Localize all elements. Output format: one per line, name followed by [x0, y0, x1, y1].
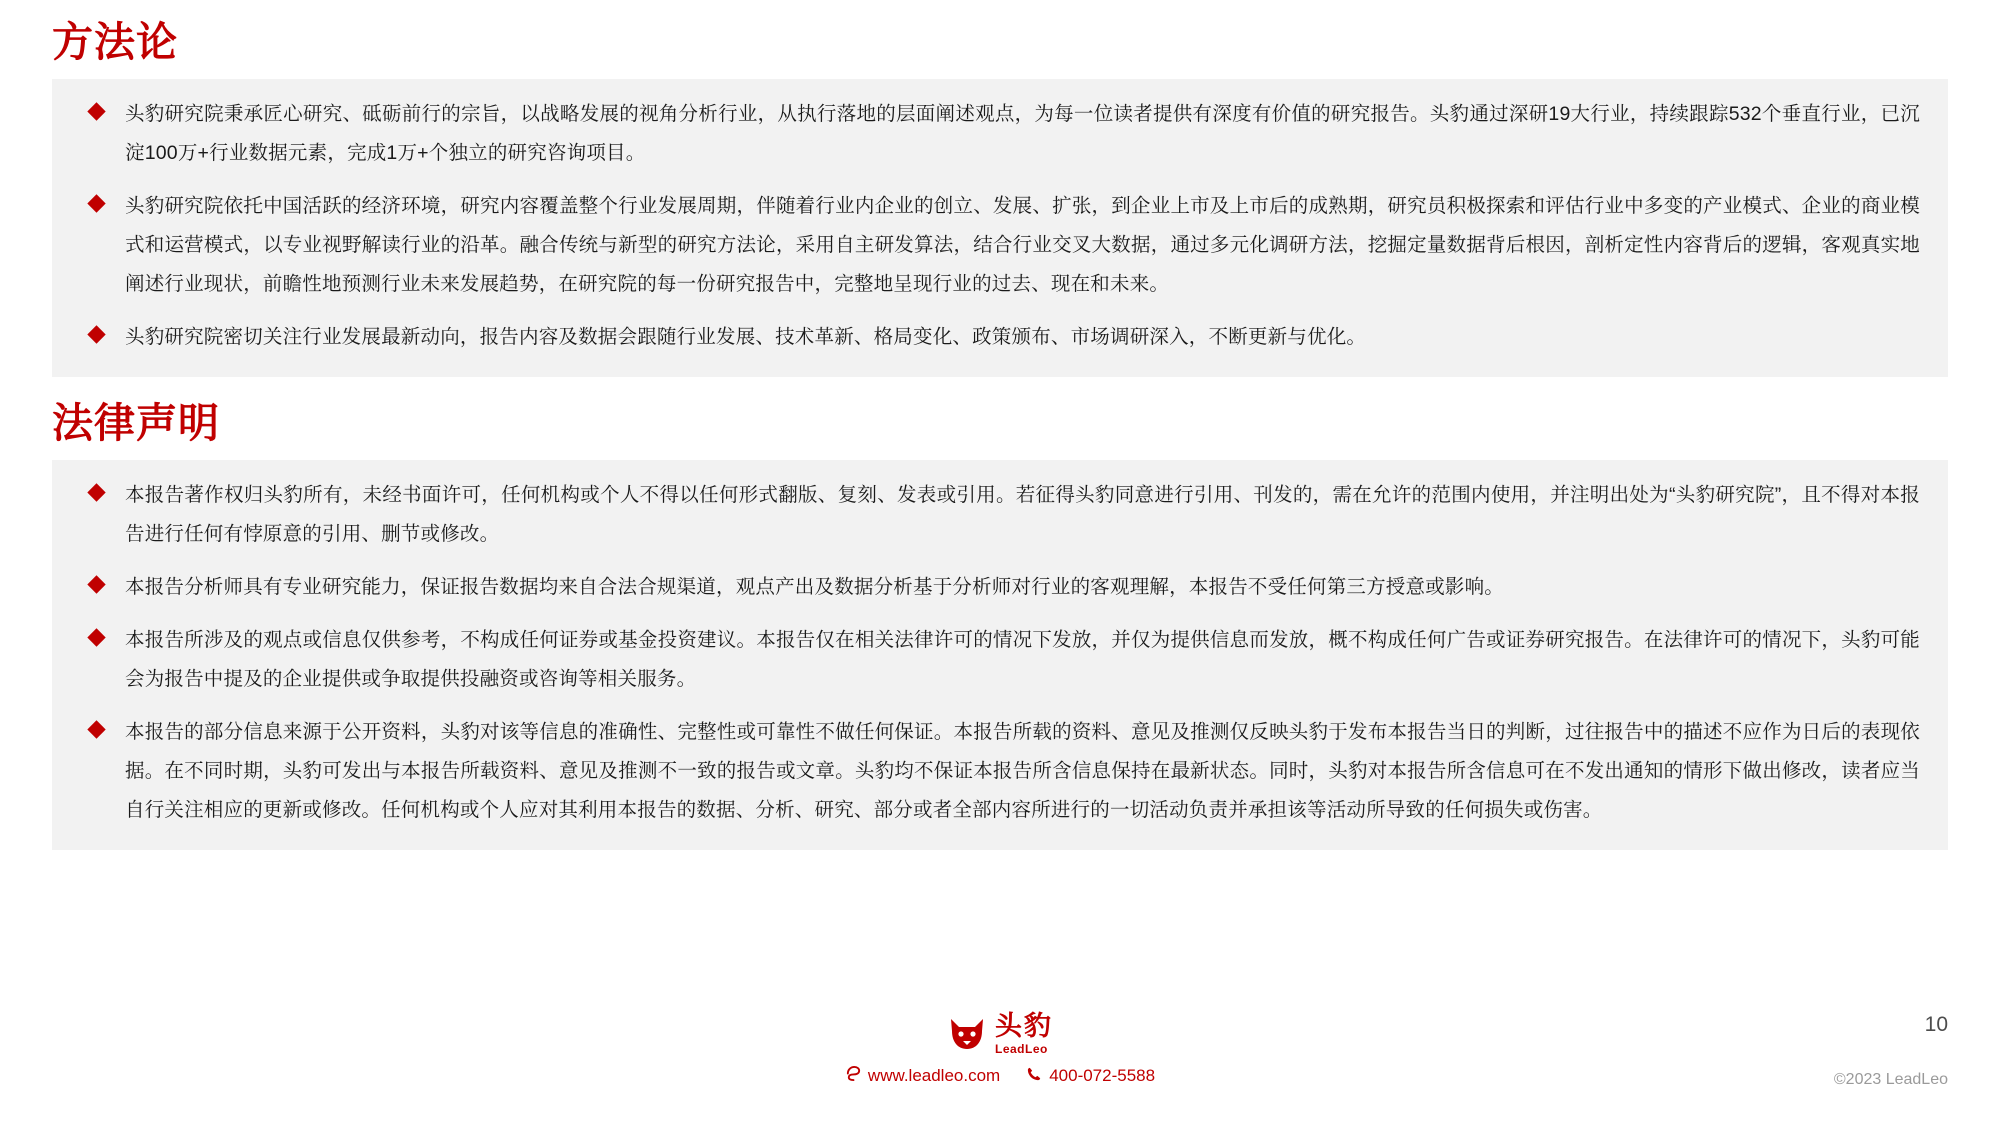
- phone-icon: [1026, 1065, 1043, 1087]
- brand-logo: [790, 1013, 1210, 1087]
- list-item: [80, 568, 1920, 607]
- section-title-methodology: 方法论: [52, 19, 178, 65]
- legal-bullet-text: 本报告著作权归头豹所有，未经书面许可，任何机构或个人不得以任何形式翻版、复刻、发表或引用。若征得头豹同意进行引用、刊发的，需在允许的范围内使用，并注明出处为“头豹研究院”，且不得对本报告进行任何有悖原意的引用、删节或修改。: [125, 484, 1920, 545]
- section-legal-statement: [52, 377, 1948, 850]
- logo-row: [790, 1013, 1210, 1055]
- list-item: [80, 621, 1920, 699]
- logo-brand-en: LeadLeo: [995, 1042, 1048, 1056]
- legal-bullet-text: 本报告分析师具有专业研究能力，保证报告数据均来自合法合规渠道，观点产出及数据分析基于分析师对行业的客观理解，本报告不受任何第三方授意或影响。: [125, 576, 1505, 598]
- globe-icon: [845, 1065, 862, 1087]
- diamond-bullet-icon: [87, 720, 105, 738]
- website-text: www.leadleo.com: [867, 1066, 1001, 1085]
- methodology-panel: [52, 79, 1948, 377]
- list-item: [80, 713, 1920, 830]
- methodology-bullet-text: 头豹研究院密切关注行业发展最新动向，报告内容及数据会跟随行业发展、技术革新、格局变化、政策颁布、市场调研深入，不断更新与优化。: [125, 326, 1367, 348]
- phone-number[interactable]: [1026, 1065, 1155, 1087]
- logo-brand-cn: 头豹: [995, 1011, 1053, 1041]
- list-item: [80, 476, 1920, 554]
- legal-bullet-text: 本报告的部分信息来源于公开资料，头豹对该等信息的准确性、完整性或可靠性不做任何保证。本报告所载的资料、意见及推测仅反映头豹于发布本报告当日的判断，过往报告中的描述不应作为日后的表现依据。在不同时期，头豹可发出与本报告所载资料、意见及推测不一致的报告或文章。头豹均不保证本报告所含信息保持在最新状态。同时，头豹对本报告所含信息可在不发出通知的情形下做出修改，读者应当自行关注相应的更新或修改。任何机构或个人应对其利用本报告的数据、分析、研究、部分或者全部内容所进行的一切活动负责并承担该等活动所导致的任何损失或伤害。: [125, 721, 1920, 821]
- page-number: 10: [1924, 1013, 1948, 1036]
- website-link[interactable]: [845, 1065, 1000, 1087]
- legal-panel: [52, 460, 1948, 850]
- diamond-bullet-icon: [87, 194, 105, 212]
- phone-text: 400-072-5588: [1049, 1066, 1156, 1085]
- methodology-bullet-text: 头豹研究院依托中国活跃的经济环境，研究内容覆盖整个行业发展周期，伴随着行业内企业的创立、发展、扩张，到企业上市及上市后的成熟期，研究员积极探索和评估行业中多变的产业模式、企业的商业模式和运营模式，以专业视野解读行业的沿革。融合传统与新型的研究方法论，采用自主研发算法，结合行业交叉大数据，通过多元化调研方法，挖掘定量数据背后根因，剖析定性内容背后的逻辑，客观真实地阐述行业现状，前瞻性地预测行业未来发展趋势，在研究院的每一份研究报告中，完整地呈现行业的过去、现在和未来。: [125, 195, 1920, 295]
- section-title-legal: 法律声明: [52, 400, 220, 446]
- logo-text: [995, 1013, 1053, 1055]
- diamond-bullet-icon: [87, 102, 105, 120]
- legal-bullet-text: 本报告所涉及的观点或信息仅供参考，不构成任何证券或基金投资建议。本报告仅在相关法律许可的情况下发放，并仅为提供信息而发放，概不构成任何广告或证券研究报告。在法律许可的情况下，头豹可能会为报告中提及的企业提供或争取提供投融资或咨询等相关服务。: [125, 629, 1920, 690]
- diamond-bullet-icon: [87, 575, 105, 593]
- list-item: [80, 318, 1920, 357]
- methodology-bullet-text: 头豹研究院秉承匠心研究、砥砺前行的宗旨，以战略发展的视角分析行业，从执行落地的层面阐述观点，为每一位读者提供有深度有价值的研究报告。头豹通过深研19大行业，持续跟踪532个垂直行业，已沉淀100万+行业数据元素，完成1万+个独立的研究咨询项目。: [125, 103, 1920, 164]
- contact-row: [790, 1065, 1210, 1087]
- section-methodology: [52, 0, 1948, 377]
- list-item: [80, 187, 1920, 304]
- copyright-text: ©2023 LeadLeo: [1833, 1071, 1948, 1088]
- diamond-bullet-icon: [87, 325, 105, 343]
- page-footer: [0, 1013, 2000, 1109]
- list-item: [80, 95, 1920, 173]
- diamond-bullet-icon: [87, 628, 105, 646]
- leopard-head-icon: [947, 1015, 987, 1053]
- diamond-bullet-icon: [87, 483, 105, 501]
